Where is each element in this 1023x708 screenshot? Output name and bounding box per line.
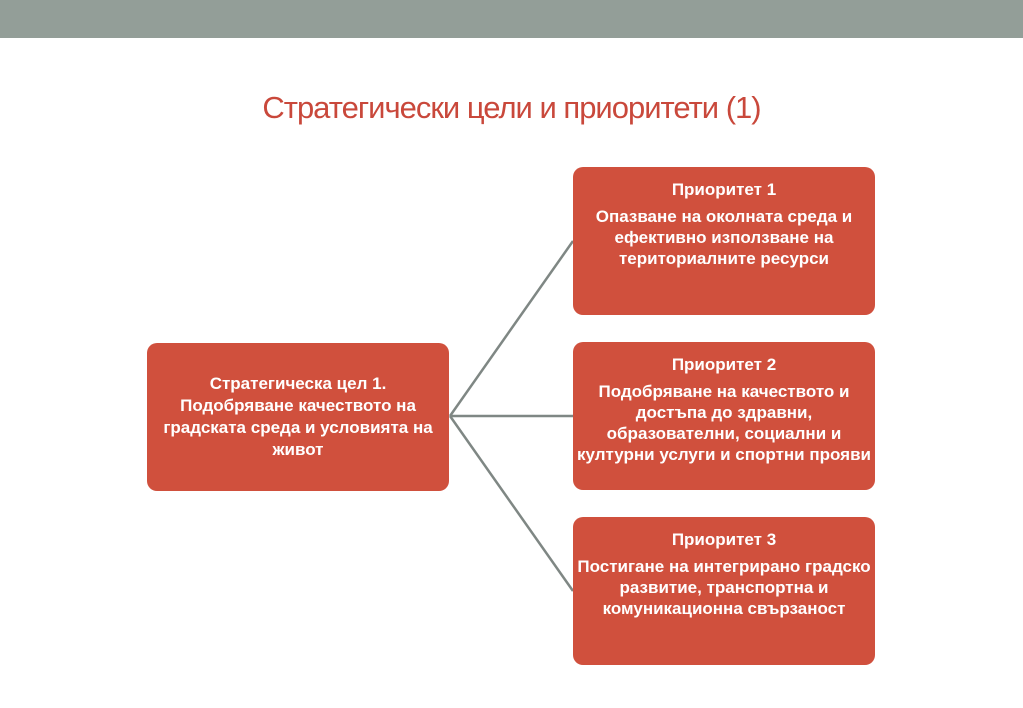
connector-goal-to-priority-3 [450,416,573,591]
priority-2-heading: Приоритет 2 [671,355,777,374]
priority-3-text: Постигане на интегрирано градско развитие, транспортна и комуникационна свързаност [577,557,871,618]
connector-goal-to-priority-1 [450,241,573,416]
priority-1-text: Опазване на околната среда и ефективно използване на териториалните ресурси [595,207,853,268]
priority-2-text: Подобряване на качеството и достъпа до здравни, образователни, социални и културни услуги и спортни прояви [577,382,871,464]
priority-1-heading: Приоритет 1 [671,180,777,199]
strategic-goal-box [147,343,449,491]
priority-3-box [573,517,875,665]
slide-title: Стратегически цели и приоритети (1) [262,90,761,125]
priority-2-box [573,342,875,490]
priority-1-box [573,167,875,315]
priority-3-heading: Приоритет 3 [671,530,777,549]
strategic-goal-text: Стратегическа цел 1. Подобряване качеството на градската среда и условията на живот [163,374,433,459]
